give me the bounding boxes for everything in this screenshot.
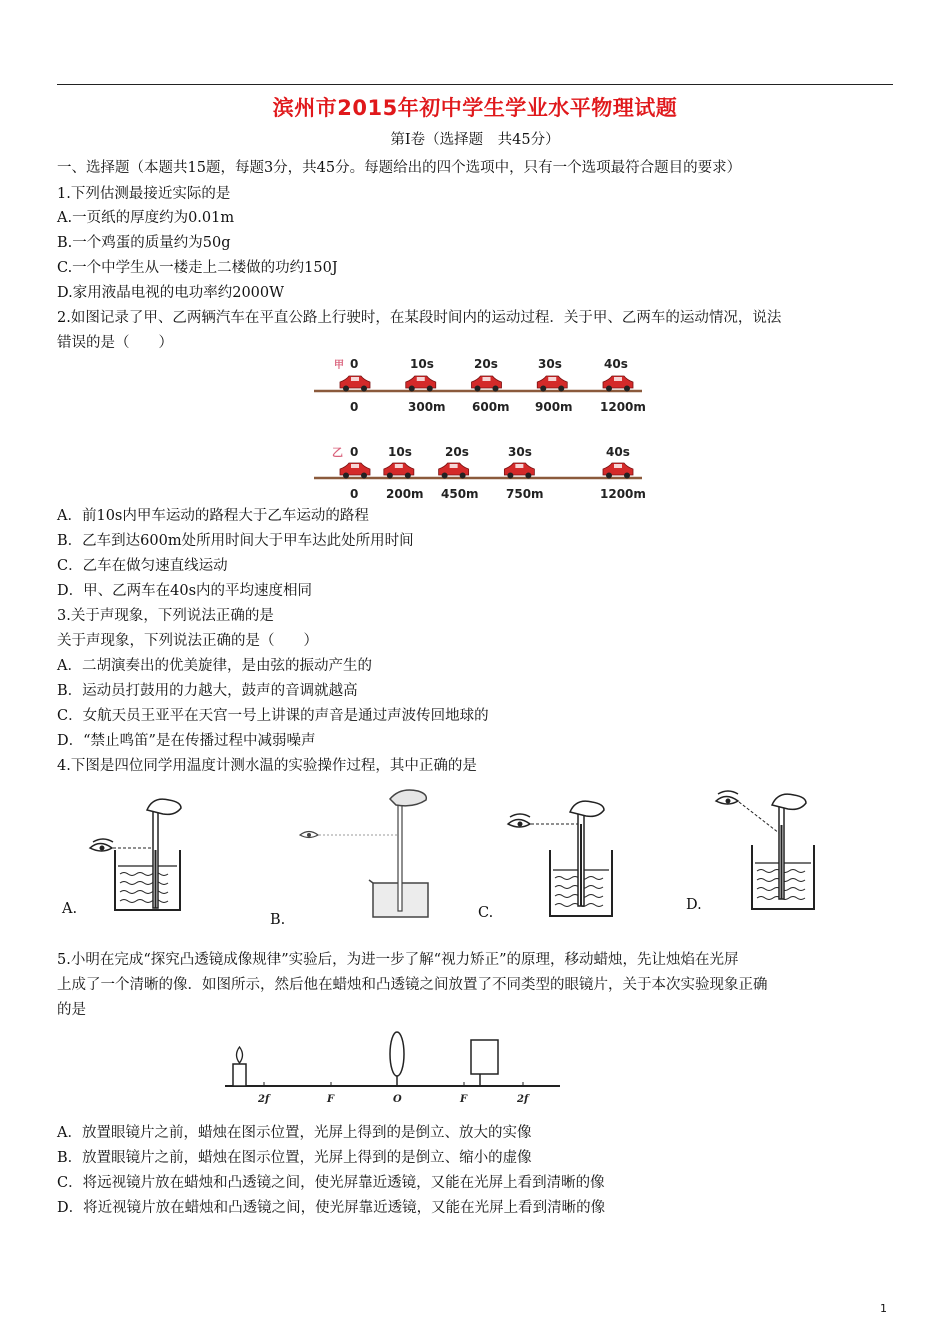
section-heading: 一、选择题（本题共15题，每题3分，共45分。每题给出的四个选项中，只有一个选项最符合题目的要求）: [57, 160, 742, 176]
axis-label-2f-left: 2f: [258, 1094, 270, 1105]
axis-label-o: O: [393, 1094, 402, 1105]
thermometer-figure-a: [85, 790, 205, 920]
convex-lens: [390, 1032, 404, 1086]
yi-dist-1: 200m: [386, 487, 424, 501]
q5-stem-line3: 的是: [57, 1002, 86, 1018]
q2-option-d: D．甲、乙两车在40s内的平均速度相同: [57, 583, 313, 599]
axis-label-f-left: F: [327, 1094, 335, 1105]
light-screen: [471, 1040, 498, 1086]
q5-option-a: A．放置眼镜片之前，蜡烛在图示位置，光屏上得到的是倒立、放大的实像: [57, 1125, 532, 1141]
header-rule: [57, 84, 893, 85]
q4-label-b: B.: [270, 912, 286, 928]
q5-option-c: C．将远视镜片放在蜡烛和凸透镜之间，使光屏靠近透镜，又能在光屏上看到清晰的像: [57, 1175, 605, 1191]
jia-time-4: 40s: [604, 357, 628, 371]
axis-label-2f-right: 2f: [517, 1094, 529, 1105]
q5-stem-line2: 上成了一个清晰的像．如图所示，然后他在蜡烛和凸透镜之间放置了不同类型的眼镜片，关于本次实验现象正确: [57, 977, 768, 993]
hand: [772, 794, 806, 809]
thermometer-figure-d: [712, 785, 837, 915]
yi-dist-3: 750m: [506, 487, 544, 501]
q3-option-d: D．“禁止鸣笛”是在传播过程中减弱噪声: [57, 733, 316, 749]
yi-time-0: 0: [350, 445, 359, 459]
q2-option-b: B．乙车到达600m处所用时间大于甲车达此处所用时间: [57, 533, 414, 549]
yi-dist-4: 1200m: [600, 487, 646, 501]
q5-stem-line1: 5.小明在完成“探究凸透镜成像规律”实验后，为进一步了解“视力矫正”的原理，移动蜡烛，先让烛焰在光屏: [57, 952, 739, 968]
yi-car-4: [603, 463, 633, 479]
q3-option-c: C．女航天员王亚平在天宫一号上讲课的声音是通过声波传回地球的: [57, 708, 489, 724]
q1-option-c: C.一个中学生从一楼走上二楼做的功约150J: [57, 260, 338, 276]
q3-stem-line1: 3.关于声现象，下列说法正确的是: [57, 608, 274, 624]
thermometer-figure-c: [500, 790, 625, 920]
hand: [390, 790, 426, 806]
jia-car-3: [537, 376, 567, 392]
q2-stem-line1: 2.如图记录了甲、乙两辆汽车在平直公路上行驶时，在某段时间内的运动过程．关于甲、乙两车的运动情况，说法: [57, 310, 782, 326]
yi-car-1: [384, 463, 414, 479]
jia-car-2: [472, 376, 502, 392]
jia-time-1: 10s: [410, 357, 434, 371]
beaker: [115, 850, 180, 910]
page-number: 1: [880, 1302, 887, 1315]
jia-dist-4: 1200m: [600, 400, 646, 414]
q1-option-b: B.一个鸡蛋的质量约为50g: [57, 235, 231, 251]
page-title: 滨州市2015年初中学生学业水平物理试题: [272, 96, 678, 120]
q3-option-b: B．运动员打鼓用的力越大，鼓声的音调就越高: [57, 683, 358, 699]
q1-option-d: D.家用液晶电视的电功率约2000W: [57, 285, 285, 301]
q2-option-c: C．乙车在做匀速直线运动: [57, 558, 228, 574]
jia-row: [314, 357, 646, 414]
jia-dist-0: 0: [350, 400, 359, 414]
jia-label: 甲: [334, 360, 344, 371]
thermometer-figure-b: [295, 785, 445, 920]
q3-option-a: A．二胡演奏出的优美旋律，是由弦的振动产生的: [57, 658, 372, 674]
jia-time-0: 0: [350, 357, 359, 371]
yi-time-1: 10s: [388, 445, 412, 459]
lens-bench-figure: [225, 1030, 565, 1110]
jia-time-3: 30s: [538, 357, 562, 371]
q1-stem: 1.下列估测最接近实际的是: [57, 186, 231, 202]
jia-car-4: [603, 376, 633, 392]
q5-option-d: D．将近视镜片放在蜡烛和凸透镜之间，使光屏靠近透镜，又能在光屏上看到清晰的像: [57, 1200, 606, 1216]
yi-dist-0: 0: [350, 487, 359, 501]
q4-label-d: D.: [686, 897, 702, 913]
axis-label-f-right: F: [460, 1094, 468, 1105]
yi-label: 乙: [332, 446, 343, 459]
jia-time-2: 20s: [474, 357, 498, 371]
yi-dist-2: 450m: [441, 487, 479, 501]
q1-option-a: A.一页纸的厚度约为0.01m: [57, 210, 235, 226]
hand: [570, 801, 604, 816]
car-motion-figure: [300, 350, 660, 505]
yi-car-2: [439, 463, 469, 479]
q5-option-b: B．放置眼镜片之前，蜡烛在图示位置，光屏上得到的是倒立、缩小的虚像: [57, 1150, 532, 1166]
q4-label-a: A.: [62, 901, 78, 917]
yi-time-3: 30s: [508, 445, 532, 459]
q4-label-c: C.: [478, 905, 494, 921]
yi-time-4: 40s: [606, 445, 630, 459]
section-subtitle: 第Ⅰ卷（选择题 共45分）: [390, 132, 560, 148]
yi-row: [314, 445, 646, 501]
jia-dist-1: 300m: [408, 400, 446, 414]
q4-stem: 4.下图是四位同学用温度计测水温的实验操作过程，其中正确的是: [57, 758, 477, 774]
jia-car-0: [340, 376, 370, 392]
q2-option-a: A．前10s内甲车运动的路程大于乙车运动的路程: [57, 508, 369, 524]
yi-time-2: 20s: [445, 445, 469, 459]
jia-dist-3: 900m: [535, 400, 573, 414]
thermometer: [398, 803, 402, 911]
yi-car-0: [340, 463, 370, 479]
hand: [147, 799, 181, 814]
yi-car-3: [504, 463, 534, 479]
candle: [233, 1047, 246, 1086]
q2-stem-line2: 错误的是（ ）: [57, 335, 173, 351]
q3-stem-line2: 关于声现象，下列说法正确的是（ ）: [57, 633, 318, 649]
jia-car-1: [406, 376, 436, 392]
jia-dist-2: 600m: [472, 400, 510, 414]
